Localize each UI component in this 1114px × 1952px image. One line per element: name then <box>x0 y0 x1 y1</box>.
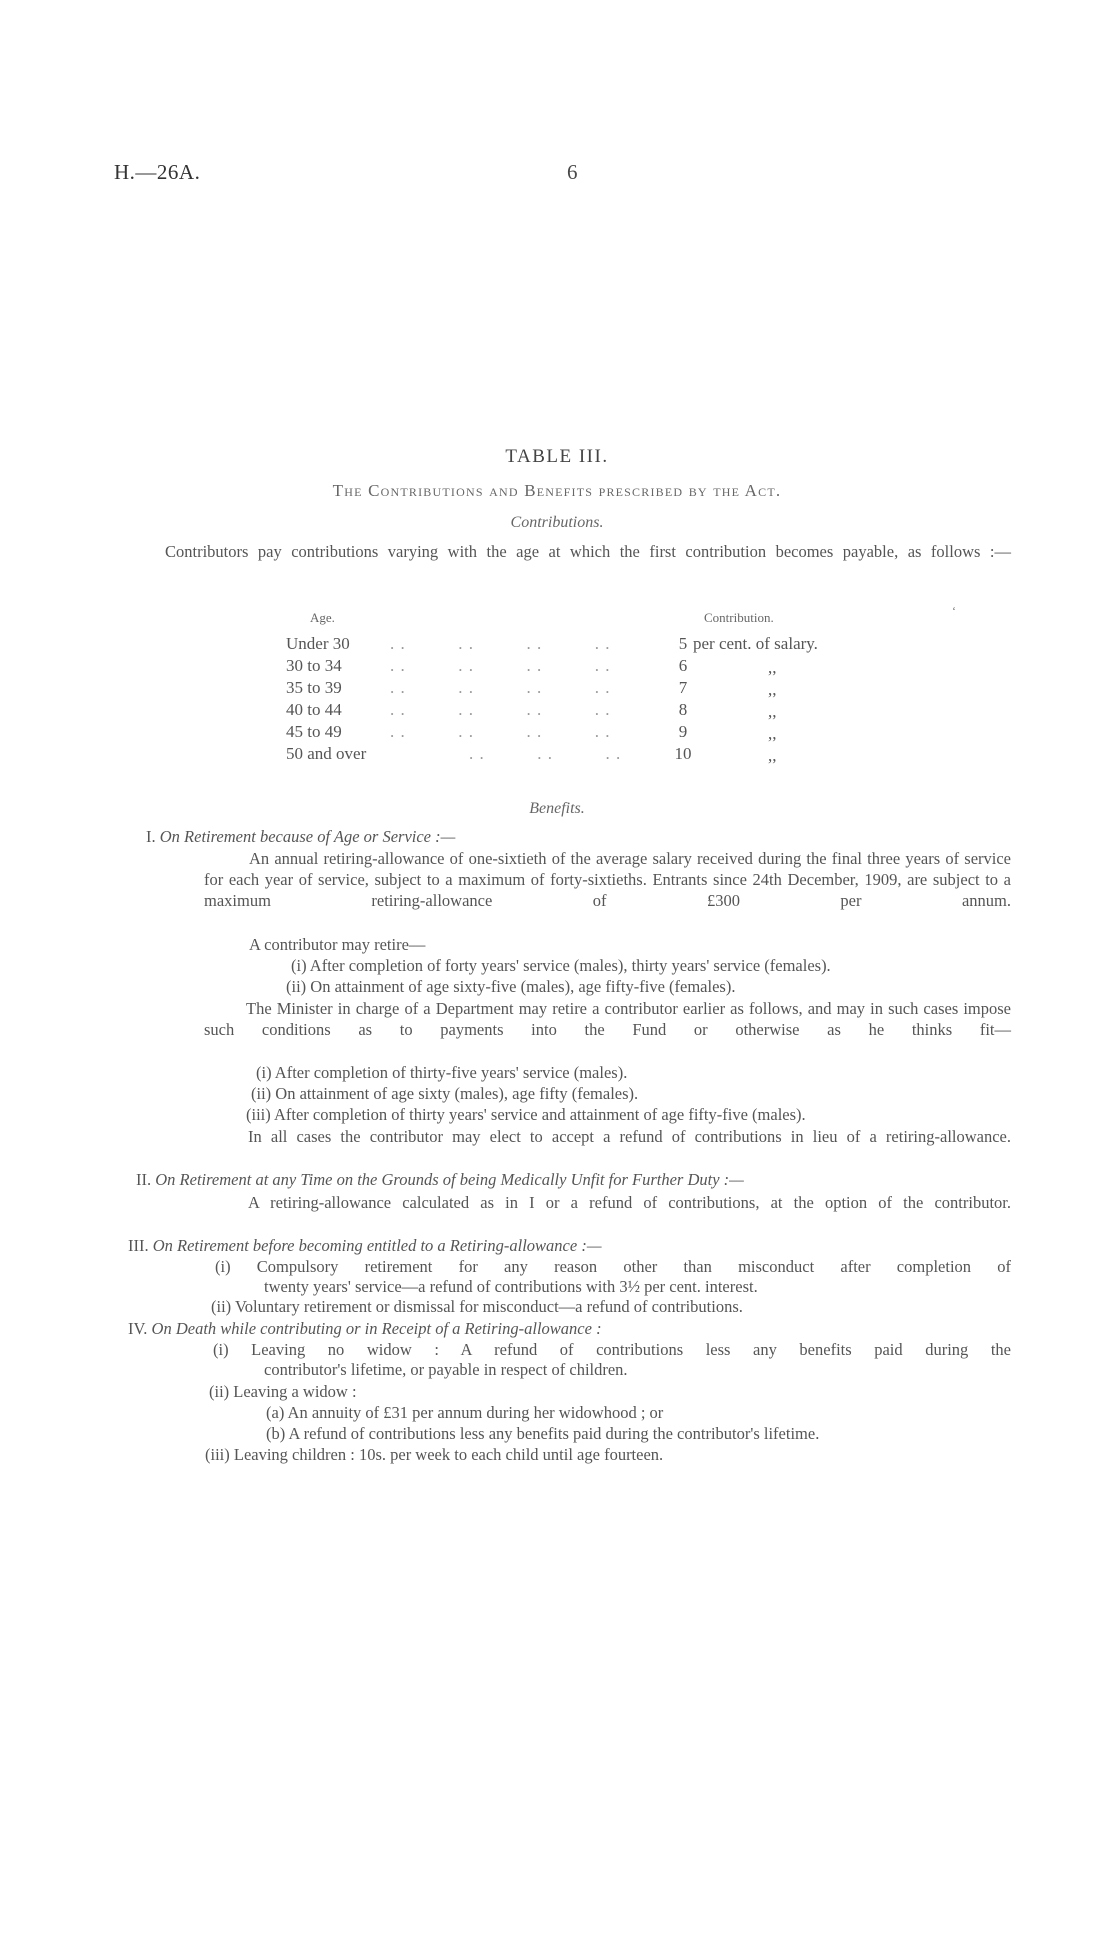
contribution-rate: 7 <box>678 678 688 697</box>
benefit-item: (i) After completion of forty years' service (males), thirty years' service (females). <box>291 956 831 975</box>
benefit-paragraph: A retiring-allowance calculated as in I or a refund of contributions, at the option of the contributor. <box>248 1193 1011 1212</box>
benefit-item: (iii) Leaving children : 10s. per week to each child until age fourteen. <box>205 1445 664 1464</box>
contribution-rate: 9 <box>678 722 688 741</box>
contribution-rate: 5 <box>678 634 688 653</box>
section-heading <box>146 827 455 847</box>
table-title: TABLE III. <box>505 446 609 467</box>
benefit-item: (ii) On attainment of age sixty (males), age fifty (females). <box>251 1084 639 1103</box>
benefit-item: (i) Leaving no widow : A refund of contributions less any benefits paid during the <box>213 1340 1011 1359</box>
column-header-contribution: Contribution. <box>704 610 774 625</box>
section-title: On Retirement before becoming entitled to a Retiring-allowance :— <box>152 1236 602 1255</box>
age-band: 35 to 39 <box>286 678 342 697</box>
section-title: On Death while contributing or in Receipt of a Retiring-allowance : <box>151 1319 602 1338</box>
contributions-intro: Contributors pay contributions varying with the age at which the first contribution becomes payable, as follows :— <box>165 542 1011 561</box>
ditto-mark: ,, <box>768 680 777 699</box>
leader-dots: . . . . . . . . <box>390 700 611 719</box>
ditto-mark: ,, <box>768 724 777 743</box>
benefit-paragraph: A contributor may retire— <box>249 935 426 954</box>
benefit-subitem: (b) A refund of contributions less any benefits paid during the contributor's lifetime. <box>266 1424 820 1443</box>
age-band: 40 to 44 <box>286 700 342 719</box>
contribution-row <box>286 744 886 764</box>
age-band: 30 to 34 <box>286 656 342 675</box>
section-heading <box>128 1319 602 1339</box>
benefit-item: (i) Compulsory retirement for any reason other than misconduct after completion of <box>215 1257 1011 1276</box>
page-number: 6 <box>567 160 578 184</box>
contribution-row <box>286 634 886 654</box>
contribution-row <box>286 656 886 676</box>
benefit-paragraph: In all cases the contributor may elect to accept a refund of contributions in lieu of a retiring-allowance. <box>248 1127 1011 1146</box>
benefit-item-continued: twenty years' service—a refund of contributions with 3½ per cent. interest. <box>264 1277 758 1296</box>
section-title: On Retirement at any Time on the Grounds of being Medically Unfit for Further Duty :— <box>155 1170 744 1189</box>
benefit-item: (iii) After completion of thirty years' service and attainment of age fifty-five (males). <box>246 1105 806 1124</box>
column-header-age: Age. <box>310 610 335 625</box>
ditto-mark: ,, <box>768 658 777 677</box>
section-title: On Retirement because of Age or Service :— <box>159 827 456 846</box>
section-number: II. <box>136 1170 152 1189</box>
benefits-title: Benefits. <box>529 800 585 817</box>
ditto-mark: ,, <box>768 702 777 721</box>
age-band: 45 to 49 <box>286 722 342 741</box>
ditto-mark: ,, <box>768 746 777 765</box>
leader-dots: . . . . . . <box>469 744 622 763</box>
benefit-paragraph: An annual retiring-allowance of one-sixtieth of the average salary received during the final three years of service for each year of service, subject to a maximum of forty-sixtieths. Entrants since 24th December, 1909, are subject to a maximum retiring-allowance of £300 per annum. <box>204 849 1011 910</box>
contribution-unit: per cent. of salary. <box>693 634 818 653</box>
section-number: III. <box>128 1236 149 1255</box>
benefit-item: (ii) Voluntary retirement or dismissal for misconduct—a refund of contributions. <box>211 1297 743 1316</box>
benefit-paragraph: The Minister in charge of a Department may retire a contributor earlier as follows, and may in such cases impose such conditions as to payments into the Fund or otherwise as he thinks fit— <box>204 999 1011 1039</box>
contribution-rate: 10 <box>674 744 692 763</box>
contribution-rate: 8 <box>678 700 688 719</box>
document-reference: H.—26A. <box>114 160 201 184</box>
age-band: 50 and over <box>286 744 367 763</box>
benefit-subitem: (a) An annuity of £31 per annum during her widowhood ; or <box>266 1403 664 1422</box>
contribution-row <box>286 722 886 742</box>
stray-mark: ‘ <box>952 604 956 618</box>
leader-dots: . . . . . . . . <box>390 634 611 653</box>
leader-dots: . . . . . . . . <box>390 656 611 675</box>
section-heading <box>128 1236 602 1256</box>
contribution-rate: 6 <box>678 656 688 675</box>
leader-dots: . . . . . . . . <box>390 722 611 741</box>
benefit-item: (ii) Leaving a widow : <box>209 1382 357 1401</box>
contribution-row <box>286 678 886 698</box>
contribution-row <box>286 700 886 720</box>
leader-dots: . . . . . . . . <box>390 678 611 697</box>
benefit-item: (i) After completion of thirty-five years' service (males). <box>256 1063 628 1082</box>
contributions-title: Contributions. <box>510 514 604 531</box>
section-number: I. <box>146 827 156 846</box>
benefit-item-continued: contributor's lifetime, or payable in respect of children. <box>264 1360 628 1379</box>
age-band: Under 30 <box>286 634 350 653</box>
section-heading <box>136 1170 744 1190</box>
section-number: IV. <box>128 1319 148 1338</box>
table-subtitle: The Contributions and Benefits prescribed by the Act. <box>332 481 782 500</box>
benefit-item: (ii) On attainment of age sixty-five (males), age fifty-five (females). <box>286 977 736 996</box>
